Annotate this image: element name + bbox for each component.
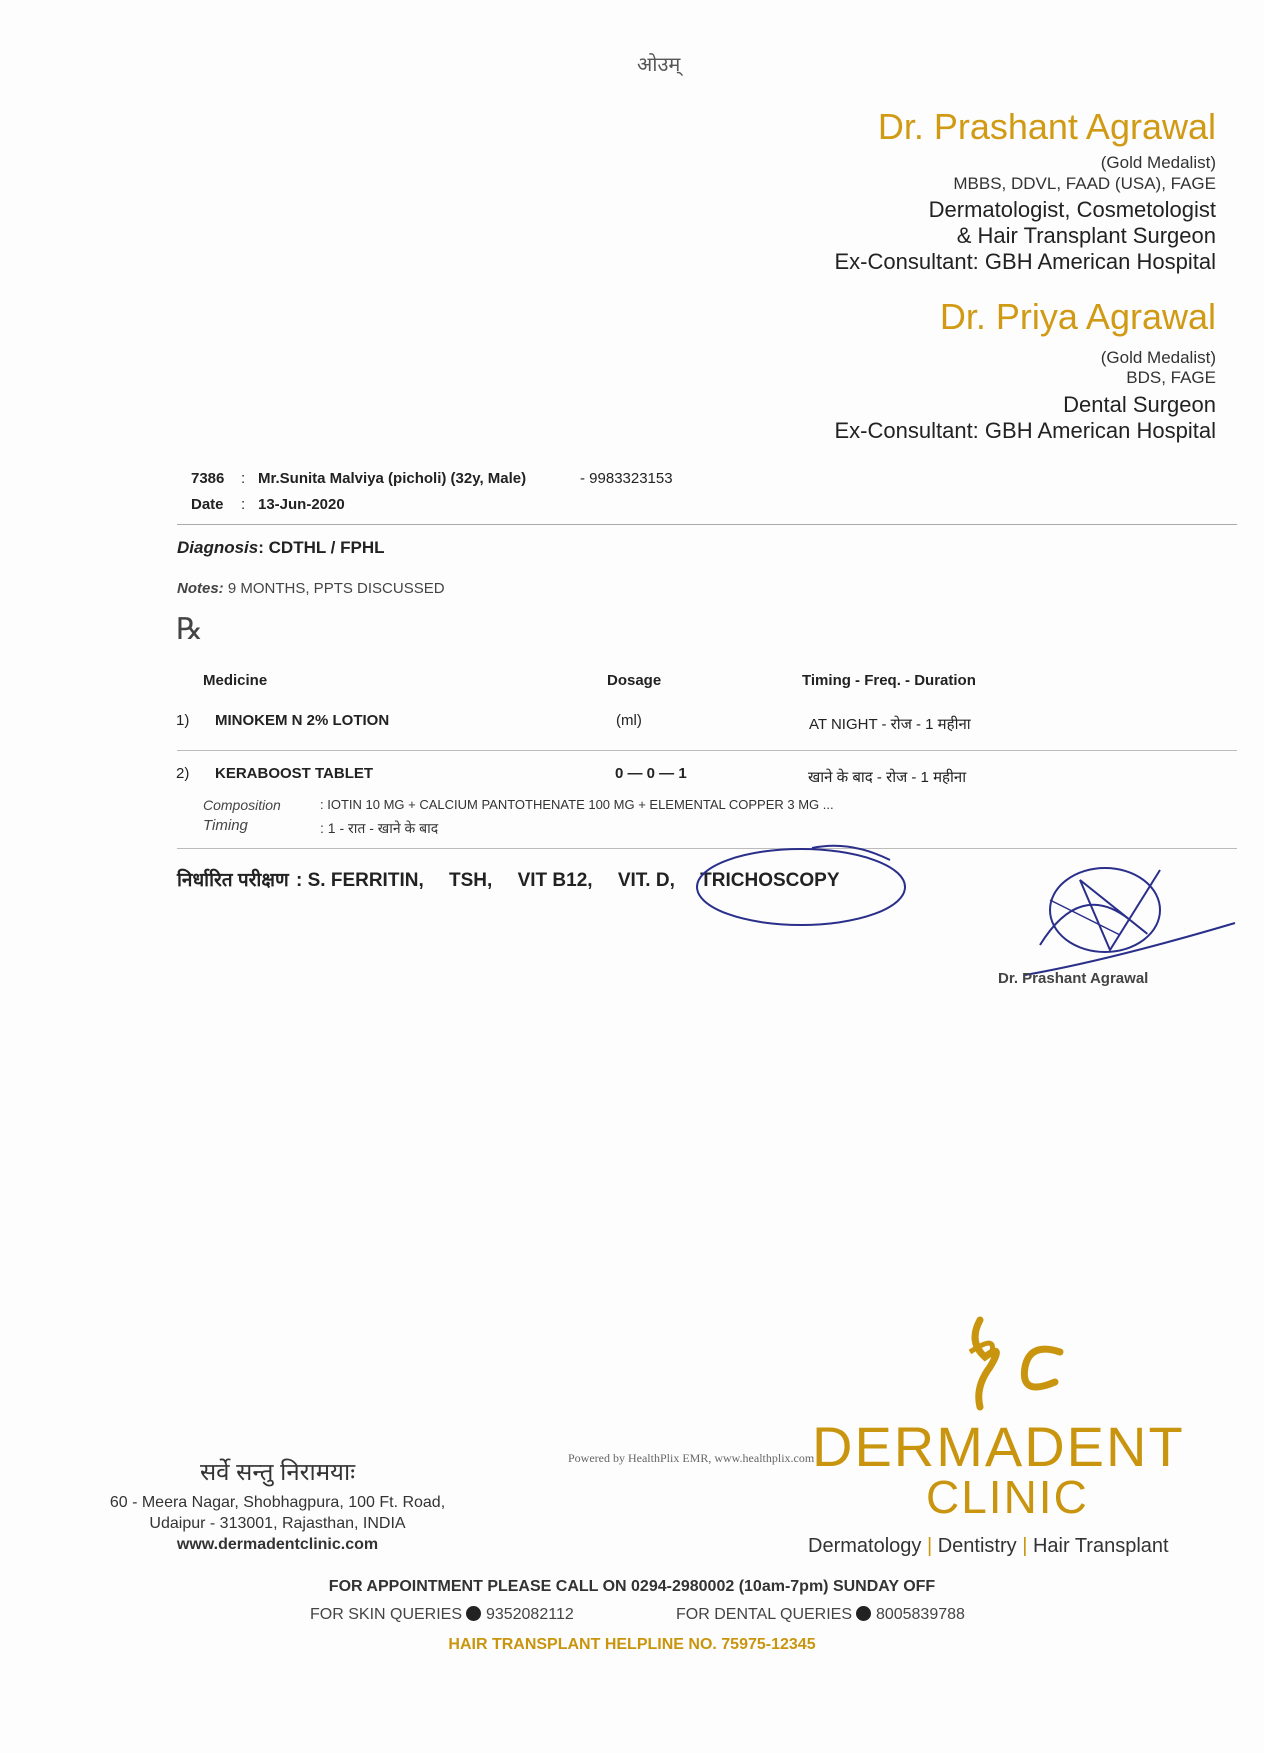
date-sep: :: [241, 496, 246, 513]
patient-phone: - 9983323153: [580, 470, 673, 487]
test-item: VIT B12,: [517, 870, 593, 891]
test-item: TRICHOSCOPY: [700, 870, 840, 891]
service-dermatology: Dermatology: [808, 1535, 922, 1557]
address-line2: Udaipur - 313001, Rajasthan, INDIA: [149, 1515, 406, 1532]
website-link[interactable]: www.dermadentclinic.com: [176, 1536, 379, 1553]
dental-queries-label: FOR DENTAL QUERIES: [676, 1606, 853, 1623]
patient-id: 7386: [191, 470, 225, 487]
skin-queries: [310, 1606, 574, 1624]
row1-timing: AT NIGHT - रोज - 1 महीना: [809, 716, 971, 733]
row1-num: 1): [176, 712, 190, 729]
test-item: VIT. D,: [617, 870, 675, 891]
doctor2-name: Dr. Priya Agrawal: [939, 296, 1216, 337]
divider: [177, 524, 1237, 525]
visit-date: 13-Jun-2020: [258, 496, 345, 513]
powered-by: Powered by HealthPlix EMR, www.healthplix.com: [568, 1451, 815, 1465]
doctor2-ex: Ex-Consultant: GBH American Hospital: [834, 418, 1216, 443]
header-dosage: Dosage: [607, 672, 662, 689]
row2-num: 2): [176, 765, 190, 782]
skin-queries-label: FOR SKIN QUERIES: [310, 1606, 463, 1623]
doctor1-name: Dr. Prashant Agrawal: [877, 106, 1216, 147]
notes-label: Notes:: [177, 580, 224, 597]
om-mark: ओउम्: [637, 54, 681, 76]
circle-annotation: [690, 830, 920, 940]
diagnosis: [177, 538, 384, 558]
clinic-name: DERMADENT: [812, 1415, 1185, 1478]
doctor1-degrees: MBBS, DDVL, FAAD (USA), FAGE: [953, 174, 1216, 193]
tests-label: निर्धारित परीक्षण: [177, 870, 289, 891]
doctor2-degrees: BDS, FAGE: [1126, 368, 1216, 387]
divider: |: [1022, 1535, 1028, 1557]
doctor1-role1: Dermatologist, Cosmetologist: [928, 197, 1216, 222]
timing-label: Timing: [203, 817, 248, 834]
doctor1-ex: Ex-Consultant: GBH American Hospital: [834, 249, 1216, 274]
address-line1: 60 - Meera Nagar, Shobhagpura, 100 Ft. Road,: [109, 1494, 446, 1511]
divider: |: [926, 1535, 933, 1557]
notes-value: 9 MONTHS, PPTS DISCUSSED: [227, 580, 445, 597]
patient-details: Mr.Sunita Malviya (picholi) (32y, Male): [258, 470, 527, 487]
row1-medicine: MINOKEM N 2% LOTION: [215, 712, 390, 729]
signature-name: Dr. Prashant Agrawal: [998, 970, 1149, 987]
service-hair-transplant: Hair Transplant: [1032, 1535, 1169, 1557]
header-timing: Timing - Freq. - Duration: [802, 672, 976, 689]
test-item: : S. FERRITIN,: [296, 870, 424, 891]
date-label: Date: [191, 496, 224, 513]
row2-medicine: KERABOOST TABLET: [215, 765, 374, 782]
timing-detail: : 1 - रात - खाने के बाद: [320, 820, 439, 836]
row2-dosage: 0 — 0 — 1: [615, 765, 687, 782]
motto: सर्वे सन्तु निरामयाः: [199, 1459, 356, 1486]
header-medicine: Medicine: [203, 672, 268, 689]
patient-sep: :: [241, 470, 246, 487]
phone-icon: [856, 1606, 871, 1621]
clinic-services: [808, 1535, 1169, 1558]
appointment-line: FOR APPOINTMENT PLEASE CALL ON 0294-2980002 (10am-7pm) SUNDAY OFF: [328, 1578, 936, 1595]
diagnosis-value: : CDTHL / FPHL: [258, 538, 385, 557]
doctor2-award: (Gold Medalist): [1100, 348, 1216, 367]
doctor1-award: (Gold Medalist): [1100, 153, 1216, 172]
rx-symbol: ℞: [176, 612, 203, 647]
clinic-logo-icon: [960, 1312, 1070, 1412]
phone-icon: [466, 1606, 481, 1621]
doctor1-role2: & Hair Transplant Surgeon: [956, 223, 1216, 248]
service-dentistry: Dentistry: [937, 1535, 1017, 1557]
row-divider: [177, 750, 1237, 751]
diagnosis-label: Diagnosis: [177, 538, 259, 557]
row2-timing: खाने के बाद - रोज - 1 महीना: [808, 769, 967, 786]
dental-phone[interactable]: 8005839788: [875, 1606, 965, 1623]
dental-queries: [676, 1606, 965, 1624]
composition-label: Composition: [203, 797, 281, 813]
clinic-subtitle: CLINIC: [926, 1471, 1089, 1523]
notes: [177, 580, 445, 597]
skin-phone[interactable]: 9352082112: [485, 1606, 574, 1623]
doctor2-role: Dental Surgeon: [1063, 392, 1216, 417]
composition-value: : IOTIN 10 MG + CALCIUM PANTOTHENATE 100 MG + ELEMENTAL COPPER 3 MG ...: [320, 797, 834, 812]
test-item: TSH,: [449, 870, 493, 891]
helpline: HAIR TRANSPLANT HELPLINE NO. 75975-12345: [448, 1636, 816, 1653]
row1-dosage: (ml): [616, 712, 642, 729]
